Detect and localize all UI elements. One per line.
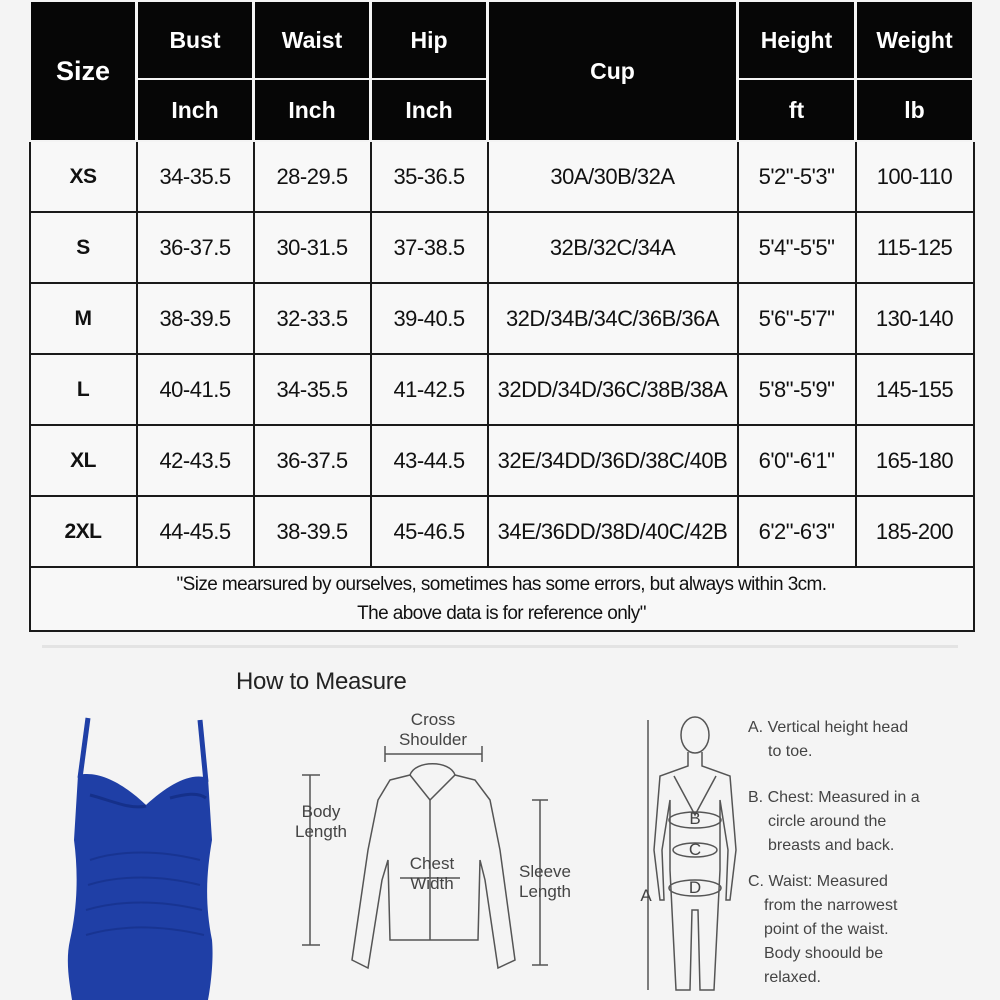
chest-width-label <box>400 854 464 894</box>
unit-waist: Inch <box>254 79 371 141</box>
unit-height: ft <box>738 79 856 141</box>
hip-cell: 35-36.5 <box>371 141 488 212</box>
unit-weight: lb <box>856 79 974 141</box>
weight-cell: 115-125 <box>856 212 974 283</box>
weight-cell: 185-200 <box>856 496 974 567</box>
legend-a-line-2: to toe. <box>768 743 813 760</box>
header-size: Size <box>30 1 137 141</box>
table-row <box>30 354 974 425</box>
sleeve-length-label <box>510 862 580 902</box>
weight-cell: 100-110 <box>856 141 974 212</box>
body-length-label-line-1: Body <box>301 802 341 821</box>
height-cell: 5'4"-5'5" <box>738 212 856 283</box>
legend-a-line-1: A. Vertical height head <box>748 719 909 736</box>
chest-width-label-line-2: Width <box>410 874 454 893</box>
cross-shoulder-label-line-1: Cross <box>410 710 456 729</box>
swimsuit-image <box>50 700 250 1000</box>
legend-c-line-4: Body shoould be <box>764 945 884 962</box>
sleeve-length-label-line-1: Sleeve <box>519 862 571 881</box>
header-waist: Waist <box>254 1 371 79</box>
legend-b-line-2: circle around the <box>768 813 887 830</box>
hip-cell: 37-38.5 <box>371 212 488 283</box>
legend-b-line-1: B. Chest: Measured in a <box>748 789 920 806</box>
table-row <box>30 141 974 212</box>
bust-cell: 34-35.5 <box>137 141 254 212</box>
marker-c: C <box>688 840 702 859</box>
header-bust: Bust <box>137 1 254 79</box>
height-cell: 5'2"-5'3" <box>738 141 856 212</box>
cross-shoulder-label-line-2: Shoulder <box>398 730 468 749</box>
disclaimer-line-2: The above data is for reference only" <box>357 603 646 624</box>
body-length-label-line-2: Length <box>295 822 347 841</box>
table-row <box>30 212 974 283</box>
header-cup: Cup <box>488 1 738 141</box>
height-cell: 5'6"-5'7" <box>738 283 856 354</box>
bust-cell: 36-37.5 <box>137 212 254 283</box>
legend-b-line-3: breasts and back. <box>768 837 895 854</box>
measure-legend <box>748 716 958 990</box>
cup-cell: 30A/30B/32A <box>488 141 738 212</box>
size-cell: XS <box>30 141 137 212</box>
table-row <box>30 496 974 567</box>
marker-d: D <box>688 878 702 897</box>
size-chart-table <box>28 0 975 632</box>
section-divider <box>42 645 958 648</box>
size-cell: XL <box>30 425 137 496</box>
table-row <box>30 425 974 496</box>
unit-bust: Inch <box>137 79 254 141</box>
cup-cell: 32B/32C/34A <box>488 212 738 283</box>
table-row <box>30 283 974 354</box>
header-weight: Weight <box>856 1 974 79</box>
size-cell: L <box>30 354 137 425</box>
waist-cell: 32-33.5 <box>254 283 371 354</box>
size-cell: S <box>30 212 137 283</box>
hip-cell: 45-46.5 <box>371 496 488 567</box>
legend-c-line-1: C. Waist: Measured <box>748 873 888 890</box>
chest-width-label-line-1: Chest <box>409 854 455 873</box>
disclaimer-line-1: "Size mearsured by ourselves, sometimes has some errors, but always within 3cm. <box>176 574 827 595</box>
hip-cell: 43-44.5 <box>371 425 488 496</box>
cup-cell: 32DD/34D/36C/38B/38A <box>488 354 738 425</box>
bust-cell: 42-43.5 <box>137 425 254 496</box>
size-cell: 2XL <box>30 496 137 567</box>
bust-cell: 44-45.5 <box>137 496 254 567</box>
marker-a: A <box>640 886 652 905</box>
hip-cell: 41-42.5 <box>371 354 488 425</box>
size-disclaimer <box>30 567 974 631</box>
waist-cell: 28-29.5 <box>254 141 371 212</box>
header-hip: Hip <box>371 1 488 79</box>
waist-cell: 34-35.5 <box>254 354 371 425</box>
height-cell: 5'8"-5'9" <box>738 354 856 425</box>
sleeve-length-label-line-2: Length <box>519 882 571 901</box>
waist-cell: 36-37.5 <box>254 425 371 496</box>
body-length-label <box>288 802 354 842</box>
hip-cell: 39-40.5 <box>371 283 488 354</box>
legend-c-line-3: point of the waist. <box>764 921 889 938</box>
size-cell: M <box>30 283 137 354</box>
waist-cell: 38-39.5 <box>254 496 371 567</box>
height-cell: 6'2"-6'3" <box>738 496 856 567</box>
bust-cell: 38-39.5 <box>137 283 254 354</box>
marker-b: B <box>689 809 701 828</box>
cross-shoulder-label <box>393 710 473 750</box>
legend-c-line-2: from the narrowest <box>764 897 898 914</box>
cup-cell: 32E/34DD/36D/38C/40B <box>488 425 738 496</box>
cup-cell: 32D/34B/34C/36B/36A <box>488 283 738 354</box>
cup-cell: 34E/36DD/38D/40C/42B <box>488 496 738 567</box>
legend-c-line-5: relaxed. <box>764 969 821 986</box>
weight-cell: 165-180 <box>856 425 974 496</box>
weight-cell: 130-140 <box>856 283 974 354</box>
height-cell: 6'0"-6'1" <box>738 425 856 496</box>
bust-cell: 40-41.5 <box>137 354 254 425</box>
waist-cell: 30-31.5 <box>254 212 371 283</box>
unit-hip: Inch <box>371 79 488 141</box>
weight-cell: 145-155 <box>856 354 974 425</box>
header-height: Height <box>738 1 856 79</box>
how-to-measure-title: How to Measure <box>236 668 407 695</box>
